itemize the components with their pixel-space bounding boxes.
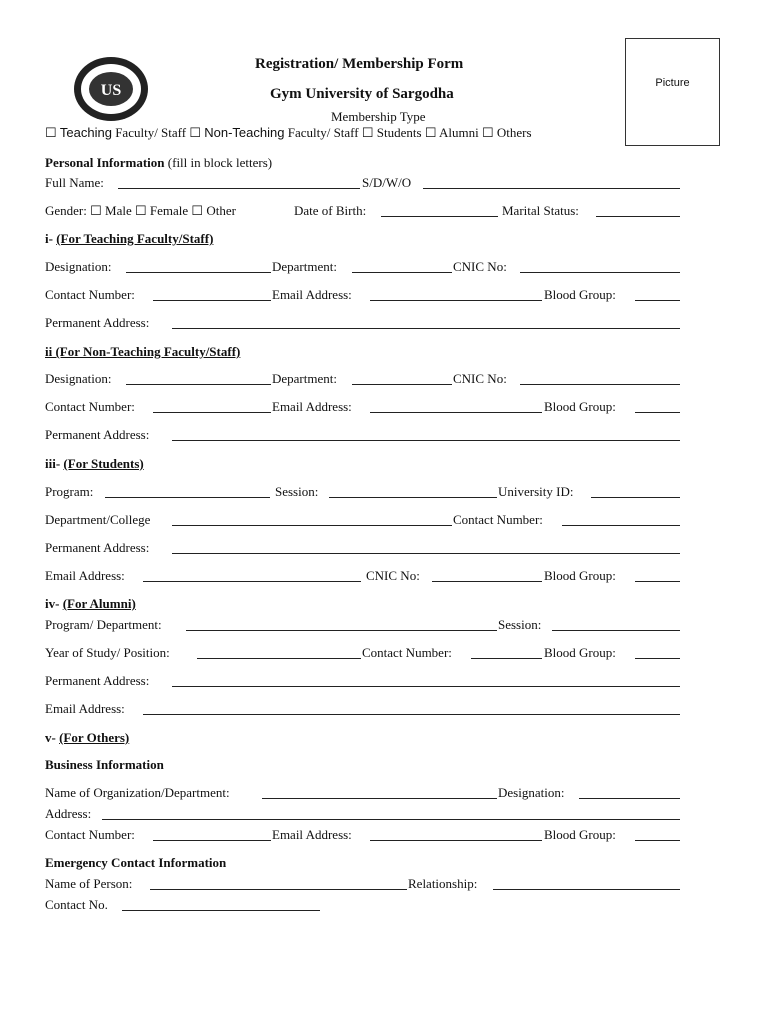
- teaching-option-label: Teaching: [59, 125, 112, 140]
- non-teaching-email-label: Email Address:: [272, 399, 352, 414]
- organization-field[interactable]: [262, 798, 497, 799]
- students-option-label: Students: [376, 125, 422, 140]
- alumni-program-label: Program/ Department:: [45, 617, 162, 632]
- student-email-label: Email Address:: [45, 568, 125, 583]
- teaching-department-field[interactable]: [352, 272, 452, 273]
- student-cnic-label: CNIC No:: [366, 568, 420, 583]
- membership-type-options: [45, 126, 532, 139]
- emergency-contact-label: Contact No.: [45, 897, 108, 912]
- gender-group: [45, 204, 236, 217]
- other-checkbox[interactable]: ☐: [191, 203, 204, 218]
- alumni-contact-label: Contact Number:: [362, 645, 452, 660]
- emergency-relationship-field[interactable]: [493, 889, 680, 890]
- svg-text:US: US: [100, 82, 122, 99]
- non-teaching-section-heading: ii (For Non-Teaching Faculty/Staff): [45, 344, 241, 359]
- others-email-field[interactable]: [370, 840, 542, 841]
- students-checkbox[interactable]: ☐: [361, 125, 374, 140]
- sdwo-field[interactable]: [423, 188, 680, 189]
- student-blood-field[interactable]: [635, 581, 680, 582]
- non-teaching-checkbox[interactable]: ☐: [189, 125, 201, 140]
- female-checkbox[interactable]: ☐: [135, 203, 147, 218]
- others-blood-label: Blood Group:: [544, 827, 616, 842]
- non-teaching-blood-field[interactable]: [635, 412, 680, 413]
- student-session-label: Session:: [275, 484, 319, 499]
- others-email-label: Email Address:: [272, 827, 352, 842]
- non-teaching-address-field[interactable]: [172, 440, 680, 441]
- dob-field[interactable]: [381, 216, 498, 217]
- alumni-program-field[interactable]: [186, 630, 497, 631]
- emergency-name-label: Name of Person:: [45, 876, 133, 891]
- form-subtitle: Gym University of Sargodha: [270, 86, 454, 102]
- others-section-heading: [45, 731, 129, 744]
- others-checkbox[interactable]: ☐: [482, 125, 494, 140]
- others-address-field[interactable]: [102, 819, 680, 820]
- alumni-session-label: Session:: [498, 617, 542, 632]
- full-name-label: Full Name:: [45, 175, 104, 190]
- gender-label: Gender:: [45, 203, 87, 218]
- teaching-email-label: Email Address:: [272, 287, 352, 302]
- picture-label: Picture: [655, 77, 690, 89]
- non-teaching-contact-label: Contact Number:: [45, 399, 135, 414]
- others-contact-label: Contact Number:: [45, 827, 135, 842]
- teaching-contact-field[interactable]: [153, 300, 271, 301]
- personal-info-note: (fill in block letters): [167, 155, 273, 170]
- non-teaching-option-suffix: Faculty/ Staff: [287, 125, 359, 140]
- alumni-session-field[interactable]: [552, 630, 680, 631]
- student-session-field[interactable]: [329, 497, 497, 498]
- student-department-label: Department/College: [45, 512, 151, 527]
- non-teaching-designation-label: Designation:: [45, 371, 112, 386]
- alumni-section-number: iv-: [45, 596, 60, 611]
- alumni-section-title: (For Alumni): [62, 596, 136, 611]
- full-name-field[interactable]: [118, 188, 360, 189]
- non-teaching-contact-field[interactable]: [153, 412, 271, 413]
- business-info-heading: Business Information: [45, 757, 164, 772]
- teaching-email-field[interactable]: [370, 300, 542, 301]
- emergency-name-field[interactable]: [150, 889, 407, 890]
- others-section-number: v-: [45, 730, 56, 745]
- student-program-field[interactable]: [105, 497, 270, 498]
- alumni-section-heading: [45, 597, 136, 610]
- non-teaching-cnic-field[interactable]: [520, 384, 680, 385]
- student-program-label: Program:: [45, 484, 94, 499]
- teaching-contact-label: Contact Number:: [45, 287, 135, 302]
- teaching-designation-field[interactable]: [126, 272, 271, 273]
- other-label: Other: [206, 203, 236, 218]
- teaching-checkbox[interactable]: ☐: [45, 125, 57, 140]
- others-contact-field[interactable]: [153, 840, 271, 841]
- non-teaching-address-label: Permanent Address:: [45, 427, 150, 442]
- alumni-blood-label: Blood Group:: [544, 645, 616, 660]
- alumni-address-field[interactable]: [172, 686, 680, 687]
- student-university-id-field[interactable]: [591, 497, 680, 498]
- dob-label: Date of Birth:: [294, 203, 367, 218]
- student-contact-label: Contact Number:: [453, 512, 543, 527]
- personal-info-heading: [45, 156, 272, 169]
- male-label: Male: [105, 203, 132, 218]
- marital-status-label: Marital Status:: [502, 203, 579, 218]
- others-option-label: Others: [496, 125, 532, 140]
- personal-info-title: Personal Information: [45, 155, 165, 170]
- student-department-field[interactable]: [172, 525, 452, 526]
- non-teaching-option-label: Non-Teaching: [204, 125, 285, 140]
- student-address-field[interactable]: [172, 553, 680, 554]
- alumni-checkbox[interactable]: ☐: [424, 125, 437, 140]
- organization-label: Name of Organization/Department:: [45, 785, 230, 800]
- teaching-option-suffix: Faculty/ Staff: [115, 125, 187, 140]
- emergency-contact-field[interactable]: [122, 910, 320, 911]
- membership-type-label: Membership Type: [331, 109, 426, 124]
- alumni-blood-field[interactable]: [635, 658, 680, 659]
- non-teaching-cnic-label: CNIC No:: [453, 371, 507, 386]
- non-teaching-department-field[interactable]: [352, 384, 452, 385]
- alumni-year-field[interactable]: [197, 658, 361, 659]
- teaching-blood-field[interactable]: [635, 300, 680, 301]
- others-designation-label: Designation:: [498, 785, 565, 800]
- students-section-number: iii-: [45, 456, 61, 471]
- others-address-label: Address:: [45, 806, 92, 821]
- student-email-field[interactable]: [143, 581, 361, 582]
- alumni-email-label: Email Address:: [45, 701, 125, 716]
- teaching-cnic-label: CNIC No:: [453, 259, 507, 274]
- teaching-section-number: i-: [45, 231, 53, 246]
- non-teaching-department-label: Department:: [272, 371, 337, 386]
- non-teaching-designation-field[interactable]: [126, 384, 271, 385]
- teaching-section-heading: [45, 232, 213, 245]
- student-contact-field[interactable]: [562, 525, 680, 526]
- emergency-relationship-label: Relationship:: [408, 876, 478, 891]
- others-blood-field[interactable]: [635, 840, 680, 841]
- students-section-heading: [45, 457, 144, 470]
- non-teaching-blood-label: Blood Group:: [544, 399, 616, 414]
- alumni-email-field[interactable]: [143, 714, 680, 715]
- male-checkbox[interactable]: ☐: [90, 203, 102, 218]
- form-title: Registration/ Membership Form: [255, 56, 464, 72]
- alumni-address-label: Permanent Address:: [45, 673, 150, 688]
- teaching-blood-label: Blood Group:: [544, 287, 616, 302]
- student-blood-label: Blood Group:: [544, 568, 616, 583]
- university-logo: [72, 55, 150, 123]
- others-section-title: (For Others): [59, 730, 130, 745]
- teaching-address-field[interactable]: [172, 328, 680, 329]
- teaching-designation-label: Designation:: [45, 259, 112, 274]
- student-university-id-label: University ID:: [498, 484, 574, 499]
- alumni-option-label: Alumni: [439, 125, 479, 140]
- marital-status-field[interactable]: [596, 216, 680, 217]
- emergency-heading: Emergency Contact Information: [45, 855, 227, 870]
- alumni-contact-field[interactable]: [471, 658, 542, 659]
- teaching-section-title: (For Teaching Faculty/Staff): [56, 231, 214, 246]
- others-designation-field[interactable]: [579, 798, 680, 799]
- picture-box[interactable]: [625, 38, 720, 146]
- teaching-department-label: Department:: [272, 259, 337, 274]
- alumni-year-label: Year of Study/ Position:: [45, 645, 170, 660]
- non-teaching-email-field[interactable]: [370, 412, 542, 413]
- student-cnic-field[interactable]: [432, 581, 542, 582]
- teaching-address-label: Permanent Address:: [45, 315, 150, 330]
- teaching-cnic-field[interactable]: [520, 272, 680, 273]
- sdwo-label: S/D/W/O: [362, 175, 412, 190]
- student-address-label: Permanent Address:: [45, 540, 150, 555]
- students-section-title: (For Students): [63, 456, 144, 471]
- female-label: Female: [149, 203, 189, 218]
